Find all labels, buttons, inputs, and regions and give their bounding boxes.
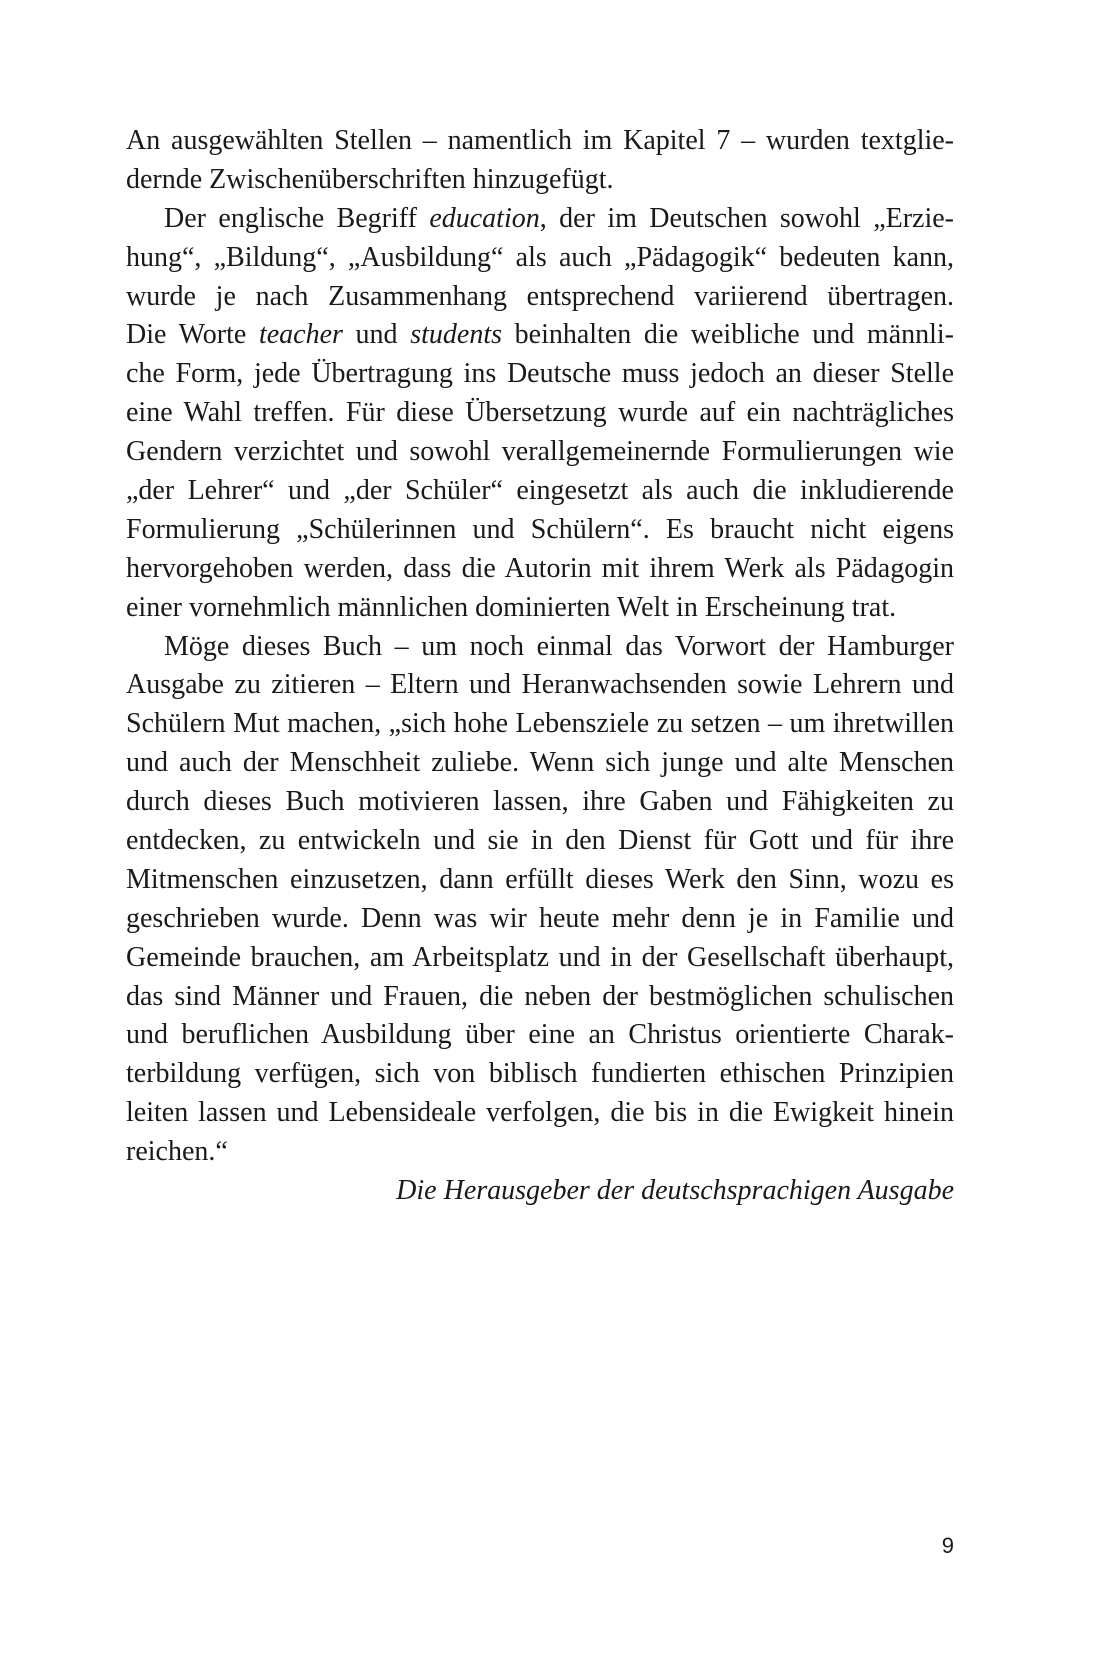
text-segment: leiten lassen und Lebensideale verfolgen, die bis in die Ewigkeit hinein xyxy=(126,1097,954,1129)
text-segment: beinhalten die weibliche und männli- xyxy=(502,319,955,351)
text-segment: terbildung verfügen, sich von biblisch fundierten ethischen Prinzipien xyxy=(126,1058,954,1090)
text-line xyxy=(126,239,954,278)
emphasized-term: teacher xyxy=(258,319,343,351)
text-line xyxy=(126,161,954,200)
text-segment: das sind Männer und Frauen, die neben der bestmöglichen schulischen xyxy=(126,980,954,1012)
text-line xyxy=(126,705,954,744)
text-segment: Ausgabe zu zitieren – Eltern und Heranwachsenden sowie Lehrern und xyxy=(126,669,954,701)
text-line xyxy=(126,122,954,161)
text-segment: und beruflichen Ausbildung über eine an Christus orientierte Charak- xyxy=(126,1019,954,1051)
text-line xyxy=(126,1133,954,1172)
text-line xyxy=(126,472,954,511)
text-line xyxy=(126,939,954,978)
text-segment: und auch der Menschheit zuliebe. Wenn sich junge und alte Menschen xyxy=(126,747,954,779)
text-line xyxy=(126,744,954,783)
text-line xyxy=(126,278,954,317)
text-segment: und xyxy=(342,319,411,351)
text-segment: Die Worte xyxy=(126,319,259,351)
text-segment: hung“, „Bildung“, „Ausbildung“ als auch „Pädagogik“ bedeuten kann, xyxy=(126,241,954,273)
text-line xyxy=(126,783,954,822)
text-segment: An ausgewählten Stellen – namentlich im Kapitel 7 – wurden textglie- xyxy=(126,125,954,156)
text-line xyxy=(126,861,954,900)
text-line xyxy=(126,1016,954,1055)
text-line xyxy=(126,394,954,433)
text-line xyxy=(126,355,954,394)
text-line xyxy=(126,511,954,550)
text-segment: „der Lehrer“ und „der Schüler“ eingesetzt als auch die inkludierende xyxy=(126,475,954,507)
text-line xyxy=(126,822,954,861)
text-line xyxy=(126,978,954,1017)
text-line xyxy=(126,550,954,589)
text-segment: dernde Zwischenüberschriften hinzugefügt. xyxy=(126,163,614,195)
emphasized-term: education xyxy=(429,202,540,234)
text-line xyxy=(126,316,954,355)
text-segment: Möge dieses Buch – um noch einmal das Vorwort der Hamburger xyxy=(164,630,954,662)
body-text xyxy=(126,122,954,1211)
text-segment: wurde je nach Zusammenhang entsprechend variierend übertragen. xyxy=(126,280,954,312)
signature: Die Herausgeber der deutschsprachigen Ausgabe xyxy=(396,1175,954,1207)
text-line xyxy=(126,628,954,667)
text-segment: Schülern Mut machen, „sich hohe Lebensziele zu setzen – um ihretwillen xyxy=(126,708,954,740)
text-segment: che Form, jede Übertragung ins Deutsche muss jedoch an dieser Stelle xyxy=(126,358,954,390)
text-segment: , der im Deutschen sowohl „Erzie- xyxy=(539,202,955,234)
text-segment: geschrieben wurde. Denn was wir heute mehr denn je in Familie und xyxy=(126,902,954,934)
text-segment: Mitmenschen einzusetzen, dann erfüllt dieses Werk den Sinn, wozu es xyxy=(126,863,954,895)
text-segment: Der englische Begriff xyxy=(164,202,430,234)
text-line xyxy=(126,666,954,705)
text-segment: durch dieses Buch motivieren lassen, ihre Gaben und Fähigkeiten zu xyxy=(126,786,954,818)
text-segment: Gemeinde brauchen, am Arbeitsplatz und in der Gesellschaft überhaupt, xyxy=(126,941,954,973)
text-segment: reichen.“ xyxy=(126,1136,228,1168)
text-line xyxy=(126,900,954,939)
text-segment: eine Wahl treffen. Für diese Übersetzung wurde auf ein nachträgliches xyxy=(126,397,954,429)
text-line xyxy=(126,200,954,239)
text-segment: hervorgehoben werden, dass die Autorin mit ihrem Werk als Pädagogin xyxy=(126,552,954,584)
text-line xyxy=(126,1094,954,1133)
text-line xyxy=(126,433,954,472)
text-segment: entdecken, zu entwickeln und sie in den Dienst für Gott und für ihre xyxy=(126,825,954,857)
text-line xyxy=(126,1055,954,1094)
text-segment: einer vornehmlich männlichen dominierten Welt in Erscheinung trat. xyxy=(126,591,897,623)
text-line xyxy=(126,589,954,628)
emphasized-term: students xyxy=(410,319,502,351)
text-segment: Gendern verzichtet und sowohl verallgemeinernde Formulierungen wie xyxy=(126,436,954,468)
page-number: 9 xyxy=(941,1533,954,1558)
text-segment: Formulierung „Schülerinnen und Schülern“. Es braucht nicht eigens xyxy=(126,513,954,545)
